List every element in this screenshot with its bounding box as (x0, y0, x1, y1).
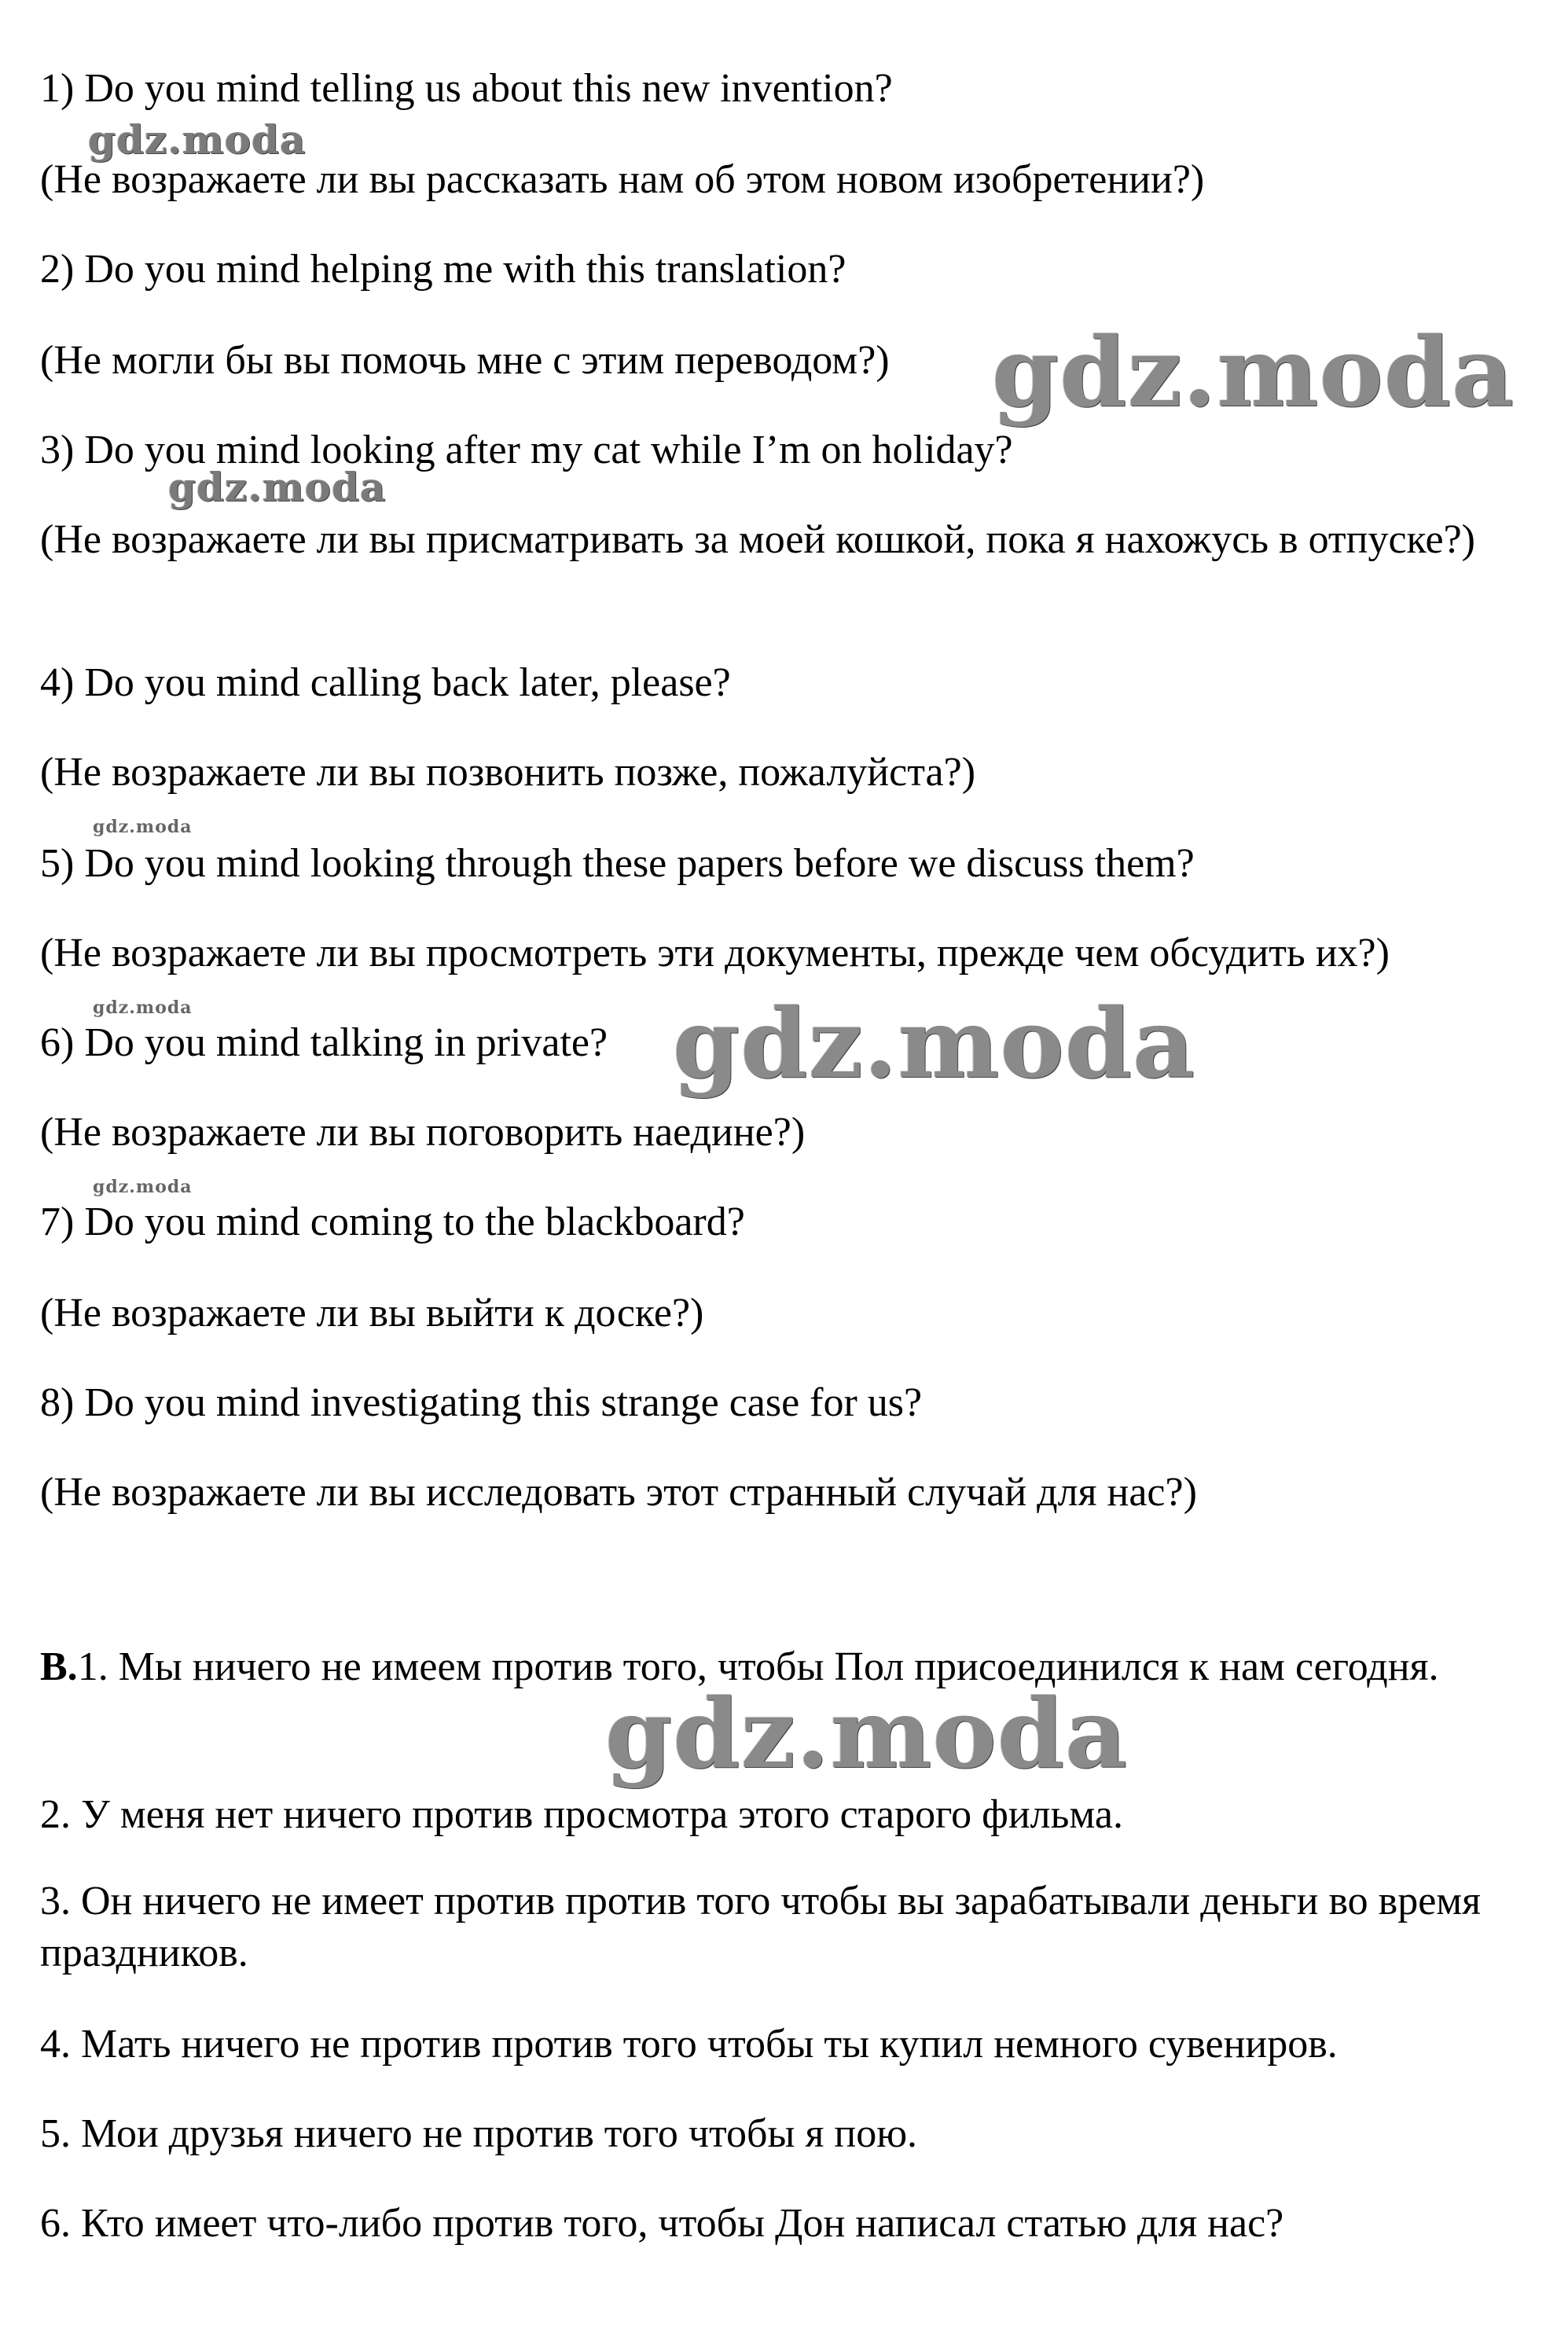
exercise-a-item-4-ru: (Не возражаете ли вы позвонить позже, пожалуйста?) (40, 750, 976, 795)
exercise-a-item-1-ru: (Не возражаете ли вы рассказать нам об этом новом изобретении?) (40, 157, 1205, 202)
exercise-a-item-3-en: 3) Do you mind looking after my cat while I’m on holiday? (40, 428, 1013, 472)
exercise-b-item-6: 6. Кто имеет что-либо против того, чтобы Дон написал статью для нас? (40, 2201, 1284, 2246)
exercise-a-item-7-en: 7) Do you mind coming to the blackboard? (40, 1200, 745, 1244)
watermark-6: gdz.moda (673, 986, 1196, 1100)
watermark-8: gdz.moda (605, 1677, 1129, 1790)
exercise-b-item-3: 3. Он ничего не имеет против против того чтобы вы зарабатывали деньги во время праздников. (40, 1879, 1482, 1975)
exercise-a-item-1-en: 1) Do you mind telling us about this new invention? (40, 66, 893, 111)
exercise-a-item-5-ru: (Не возражаете ли вы просмотреть эти документы, прежде чем обсудить их?) (40, 931, 1390, 975)
watermark-1: gdz.moda (88, 116, 307, 163)
exercise-a-item-4-en: 4) Do you mind calling back later, please? (40, 660, 731, 705)
watermark-5: gdz.moda (93, 997, 193, 1018)
exercise-a-item-2-ru: (Не могли бы вы помочь мне с этим переводом?) (40, 338, 890, 383)
exercise-a-item-5-en: 5) Do you mind looking through these papers before we discuss them? (40, 841, 1195, 886)
watermark-7: gdz.moda (93, 1177, 193, 1197)
exercise-a-item-8-en: 8) Do you mind investigating this strange case for us? (40, 1380, 923, 1425)
watermark-4: gdz.moda (93, 817, 193, 837)
exercise-b-item-5: 5. Мои друзья ничего не против того чтобы я пою. (40, 2111, 918, 2156)
exercise-b-item-1-text: 1. Мы ничего не имеем против того, чтобы Пол присоединился к нам сегодня. (77, 1644, 1439, 1689)
exercise-a-item-2-en: 2) Do you mind helping me with this translation? (40, 247, 846, 292)
exercise-a-item-6-en: 6) Do you mind talking in private? (40, 1020, 608, 1065)
watermark-3: gdz.moda (168, 464, 387, 510)
exercise-a-item-3-ru: (Не возражаете ли вы присматривать за моей кошкой, пока я нахожусь в отпуске?) (40, 517, 1475, 562)
exercise-b-item-4: 4. Мать ничего не против против того чтобы ты купил немного сувениров. (40, 2022, 1338, 2067)
exercise-a-item-6-ru: (Не возражаете ли вы поговорить наедине?) (40, 1110, 806, 1155)
exercise-b-item-2: 2. У меня нет ничего против просмотра этого старого фильма. (40, 1792, 1123, 1837)
exercise-a-item-7-ru: (Не возражаете ли вы выйти к доске?) (40, 1291, 704, 1335)
exercise-b-label: B. (40, 1644, 78, 1689)
exercise-a-item-8-ru: (Не возражаете ли вы исследовать этот странный случай для нас?) (40, 1470, 1197, 1515)
watermark-2: gdz.moda (992, 315, 1515, 428)
